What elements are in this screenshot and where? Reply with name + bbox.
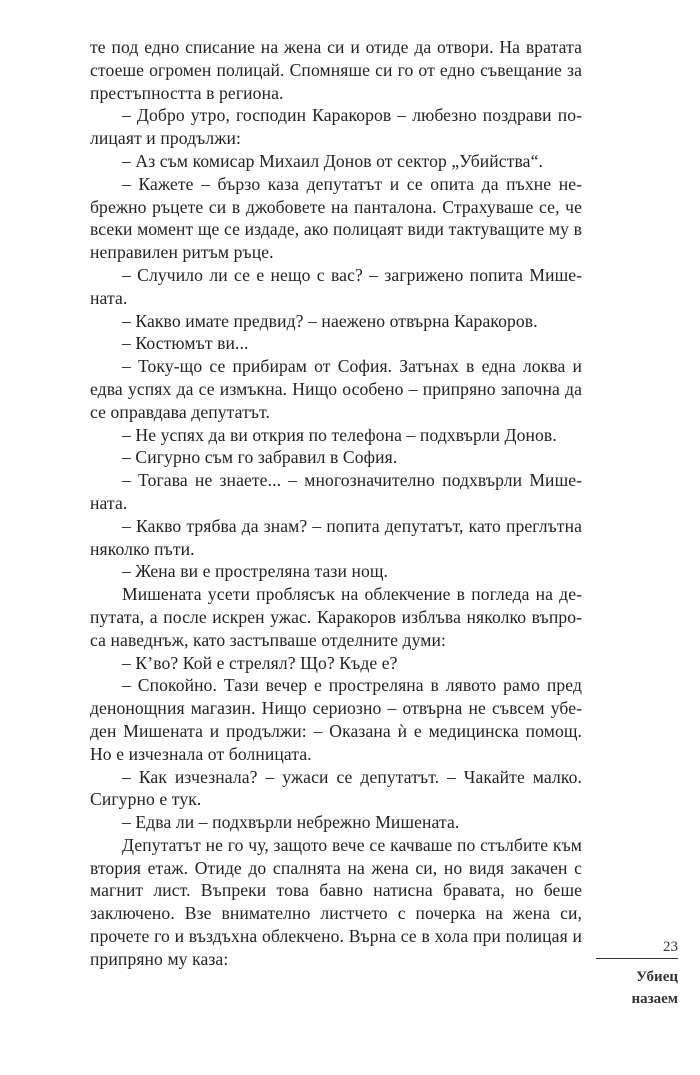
paragraph: – Едва ли – подхвърли небрежно Мишената. <box>122 812 460 833</box>
paragraph: – Случило ли се е нещо с вас? – загрижено попита Мишената. <box>90 264 582 308</box>
page-body-text <box>90 36 582 971</box>
paragraph: – Какво имате предвид? – наежено отвърна Каракоров. <box>122 310 538 331</box>
running-title-line: Убиец <box>636 969 678 985</box>
paragraph: – Не успях да ви открия по телефона – подхвърли Донов. <box>122 424 557 445</box>
paragraph: – Кажете – бързо каза депутатът и се опита да пъхне небрежно ръцете си в джобовете на панталона. Страхуваше се, че всеки момент ще се издаде, ако полицаят види тактуващите му в неправилен ритъм ръце. <box>90 173 582 263</box>
paragraph: – Как изчезнала? – ужаси се депутатът. – Чакайте малко. Сигурно е тук. <box>90 766 582 810</box>
paragraph: Мишената усети проблясък на облекчение в погледа на депутата, а после искрен ужас. Каракоров изблъва няколко въпроса наведнъж, като застъпваше отделните думи: <box>90 584 582 650</box>
paragraph: – Сигурно съм го забравил в София. <box>122 447 398 468</box>
paragraph: Депутатът не го чу, защото вече се качваше по стълбите към втория етаж. Отиде до спалнята на жена си, но видя закачен с магнит лист. Въпреки това бавно натисна бравата, но беше заключено. Взе внимателно листчето с почерка на жена си, прочете го и въздъхна облекчено. Върна се в хола при полицая и припряно му каза: <box>90 834 582 969</box>
paragraph: те под едно списание на жена си и отиде да отвори. На вратата стоеше огромен полицай. Спомняше си го от едно съвещание за престъпността в региона. <box>90 37 582 103</box>
paragraph: – Току-що се прибирам от София. Затънах в една локва и едва успях да се измъкна. Нищо особено – припряно започна да се оправдава депутатът. <box>90 356 582 422</box>
footer-divider <box>596 958 678 959</box>
paragraph: – Спокойно. Тази вечер е простреляна в лявото рамо пред денонощния магазин. Нищо сериозно – отвърна не съвсем убеден Мишената и продължи: – Оказана ѝ е медицинска помощ. Но е изчезнала от болницата. <box>90 675 582 764</box>
paragraph: – Жена ви е простреляна тази нощ. <box>122 561 389 582</box>
running-title-line: назаем <box>631 991 678 1007</box>
paragraph: – Аз съм комисар Михаил Донов от сектор „Убийства“. <box>122 150 543 171</box>
paragraph: – Костюмът ви... <box>122 333 249 354</box>
paragraph: – Какво трябва да знам? – попита депутатът, като преглътна няколко пъти. <box>90 515 582 559</box>
paragraph: – К’во? Кой е стрелял? Що? Къде е? <box>122 652 398 673</box>
paragraph: – Тогава не знаете... – многозначително подхвърли Мишената. <box>90 470 582 513</box>
paragraph: – Добро утро, господин Каракоров – любезно поздрави полицаят и продължи: <box>90 105 582 149</box>
page-number: 23 <box>663 939 678 955</box>
running-title <box>631 966 678 1010</box>
